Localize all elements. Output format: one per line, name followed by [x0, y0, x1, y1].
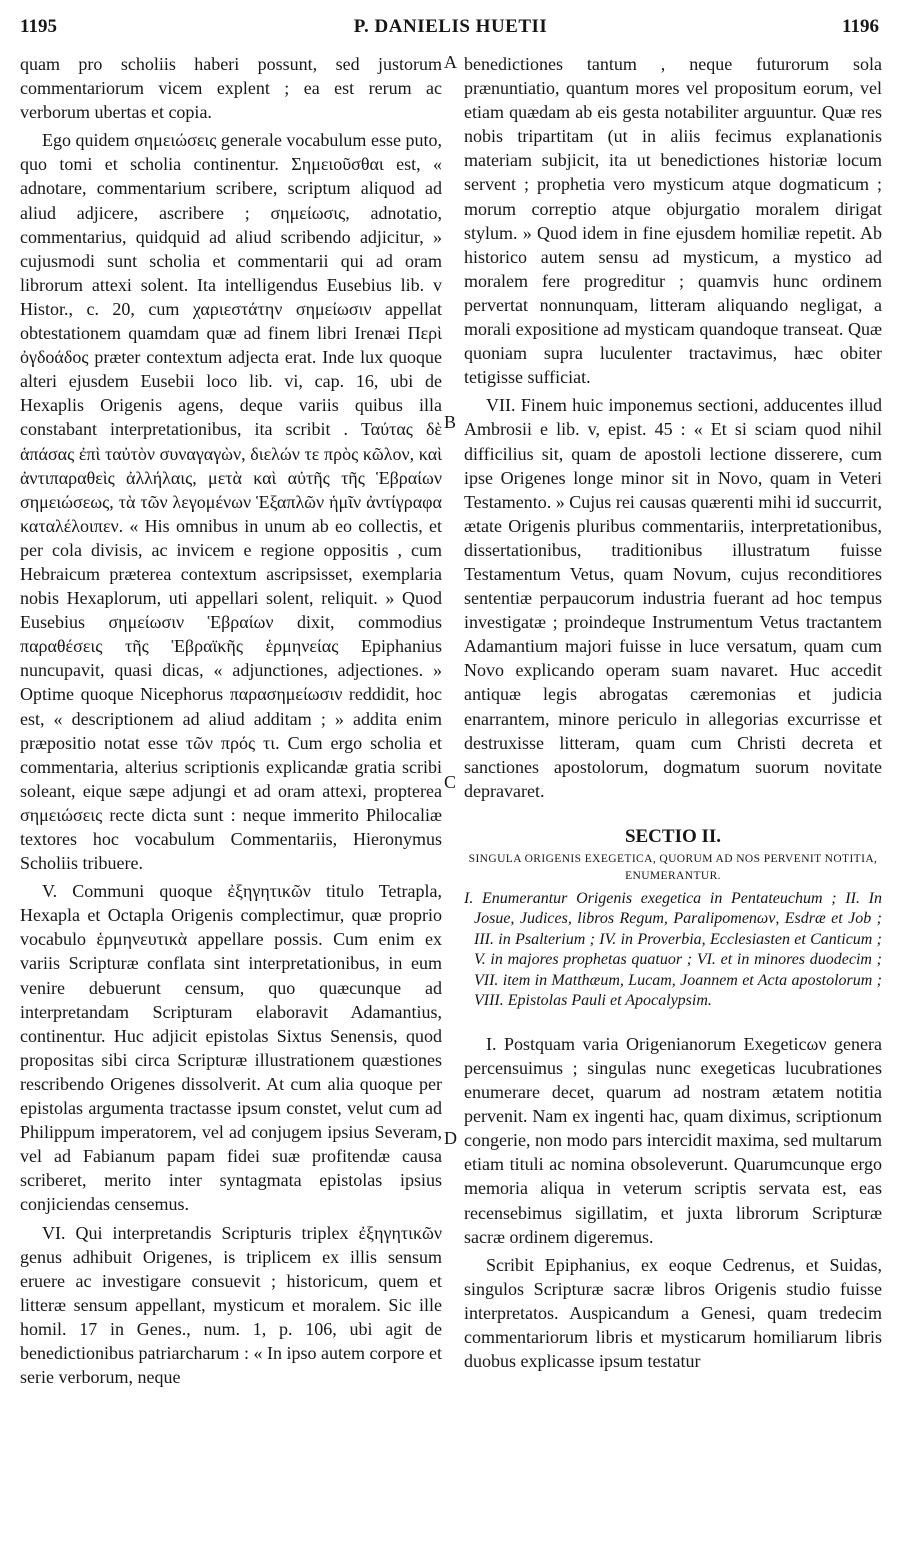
left-paragraph-3: V. Communi quoque ἐξηγητικῶν titulo Tetrapla, Hexapla et Octapla Origenis complectimur, quæ proprio vocabulo ἑρμηνευτικὰ appellare possis. Cum enim ex variis Scripturæ conflata sint interpretationibus, in eum venire debuerunt censum, quo quæcunque ad interpretandam Scripturam elaboravit Adamantius, continentur. Huc adjicit epistolas Sixtus Senensis, quod propositas sibi circa Scripturæ illustrationem quæstiones rescribendo Origenes dissolverit. At cum alia quoque per epistolas argumenta tractasse ipsum constet, velut cum ad Philippum imperatorem, vel ad conjugem ipsius Severam, vel ad Fabianum papam fidei suæ profitendæ causa scriberet, merito inter syntagmata epistolas ipsius conjiciendas censemus. [20, 881, 442, 1215]
left-paragraph-1: quam pro scholiis haberi possunt, sed justorum commentariorum vicem explent ; ea est rerum ac verborum ubertas et copia. [20, 54, 442, 123]
section-subtitle: SINGULA ORIGENIS EXEGETICA, QUORUM AD NOS PERVENIT NOTITIA, ENUMERANTUR. [468, 852, 878, 882]
right-paragraph-2: VII. Finem huic imponemus sectioni, adducentes illud Ambrosii e lib. v, epist. 45 : « Et si sciam quod nihil difficilius sit, quam de apostoli lectione disserere, cum ipse Origenes longe minor sit in Novo, quam in Veteri Testamento. » Cujus rei causas quærenti mihi id succurrit, ætate Origenis pluribus commentariis, interpretationibus, dissertationibus, traditionibus illustratum fuisse Testamentum Vetus, quam Novum, cujus reconditiores sententiæ perpaucorum industria fuerant ad hoc tempus investigatæ ; proindeque Instrumentum Vetus tractantem Adamantium majori fuisse in luce versatum, quam cum Novo explicando operam suam navaret. Huc accedit antiquæ legis abrogatas cæremonias et judicia enarrantem, minore periculo in allegorias excurrisse et destruxisse litteram, quam cum Christi decreta et sanctiones apostolorum, dogmatum suorum novitate depravaret. [464, 395, 882, 801]
right-paragraph-3: I. Postquam varia Origenianorum Exegeticων genera percensuimus ; singulas nunc exegeticas lucubrationes enumerare decet, quarum ad nostram ætatem notitia pervenit. Nam ex ingenti hac, quam diximus, scriptionum congerie, non modo pars intercidit maxima, sed multarum etiam tituli ac nomina obsoleverunt. Quarumcunque ergo memoria aliqua in veterum scriptis servata est, eas recensebimus sigillatim, et juxta librorum Scripturæ sacræ ordinem digeremus. [464, 1033, 882, 1247]
page-number-left: 1195 [20, 16, 57, 37]
left-paragraph-2: Ego quidem σημειώσεις generale vocabulum esse puto, quo tomi et scholia continentur. Σημειοῦσθαι est, « adnotare, commentarium scribere, scriptum aliquod ad aliud adjicere, ascribere ; σημείωσις, adnotatio, commentarius, quidquid ad aliud scribendo adjicitur, » cujusmodi sunt scholia et commentarii qui ad oram librorum attexi solent. Ita intelligendus Eusebius lib. v Histor., c. 20, cum χαριεστάτην σημείωσιν appellat obtestationem quamdam quæ ad finem libri Irenæi Περὶ ὀγδοάδος præter contextum adjecta erat. Inde lux quoque alteri ejusdem Eusebii loco lib. vi, cap. 16, ubi de Hexaplis Origenis agens, deque variis quibus illa constabant interpretationibus, ita scribit . Ταύτας δὲ ἁπάσας ἐπὶ ταὐτὸν συναγαγὼν, διελών τε πρὸς κῶλον, καὶ ἀντιπαραθεὶς ἀλλήλαις, μετὰ καὶ αὐτῆς τῆς Ἑβραίων σημειώσεως, τὰ τῶν λεγομένων Ἑξαπλῶν ἡμῖν ἀντίγραφα καταλέλοιπεν. « His omnibus in unum ab eo collectis, et per cola divisis, ac invicem e regione oppositis , cum Hebraicum præterea contextum ascripsisset, exemplaria nobis Hexaplorum, uti appellari solent, reliquit. » Quod Eusebius σημείωσιν Ἑβραίων dixit, commodius παραθέσεις τῆς Ἑβραϊκῆς ἑρμηνείας Epiphanius nuncupavit, quasi dicas, « adjunctiones, adjectiones. » Optime quoque Nicephorus παρασημείωσιν reddidit, hoc est, « descriptionem ad aliud additam ; » addita enim præpositio notat esse τῶν πρός τι. Cum ergo scholia et commentaria, alterius scriptionis explicandæ gratia scribi soleant, eique sæpe adjungi et ad oram attexi, propterea σημειώσεις recte dicta sunt : neque immerito Philocaliæ textores hoc vocabulum Commentariis, Hieronymus Scholiis tribuere. [20, 130, 442, 874]
margin-marker-a: A [444, 52, 457, 72]
running-header [0, 10, 901, 40]
right-paragraph-1: benedictiones tantum , neque futurorum sola prænuntiatio, quantum mores vel propositum eorum, vel etiam quædam ab eis gesta notabiliter arguuntur. Quæ res nobis tripartitam (ut in aliis fecimus explanationis materiam subjicit, ita ut benedictiones historiæ locum servent ; prophetia vero mysticum atque dogmaticum ; morum correptio atque objurgatio moralem dirigat stylum. » Quod idem in fine ejusdem homiliæ repetit. Ab historico autem sensu ad mysticum, a mystico ad moralem fere progreditur ; quamvis hunc ordinem pervertat nonnunquam, litteram aliquando negligat, a morali expositione ad mysticam quandoque transeat. Quæ quoniam supra luculenter tractavimus, hæc obiter tetigisse sufficiat. [464, 54, 882, 388]
left-column [20, 52, 442, 1389]
page-number-right: 1196 [842, 16, 879, 37]
right-column [464, 52, 882, 1373]
left-paragraph-4: VI. Qui interpretandis Scripturis triplex ἐξηγητικῶν genus adhibuit Origenes, is triplicem ex illis sensum eruere ac investigare consuevit ; historicum, quem et litteræ sensum appellant, mysticum et moralem. Sic ille homil. 17 in Genes., num. 1, p. 106, ubi agit de benedictionibus patriarcharum : « In ipso autem corpore et serie verborum, neque [20, 1222, 442, 1388]
section-title: SECTIO II. [624, 825, 722, 847]
right-paragraph-4: Scribit Epiphanius, ex eoque Cedrenus, et Suidas, singulos Scripturæ sacræ libros Origenis studio fuisse interpretatos. Auspicandum a Genesi, quam tredecim commentariorum libris et mysticarum homiliarum libris duobus explicasse ipsum testatur [464, 1254, 882, 1372]
margin-marker-d: D [444, 1128, 457, 1148]
running-title: P. DANIELIS HUETII [353, 16, 548, 37]
section-summary: I. Enumerantur Origenis exegetica in Pentateuchum ; II. In Josue, Judices, libros Regum, Paralipomenων, Esdræ et Job ; III. in Psalterium ; IV. in Proverbia, Ecclesiasten et Canticum ; V. in majores prophetas quatuor ; VI. et in minores duodecim ; VII. item in Matthæum, Lucam, Joannem et Acta apostolorum ; VIII. Epistolas Pauli et Apocalypsim. [464, 889, 882, 1010]
margin-marker-c: C [444, 772, 457, 792]
margin-marker-b: B [444, 412, 457, 432]
